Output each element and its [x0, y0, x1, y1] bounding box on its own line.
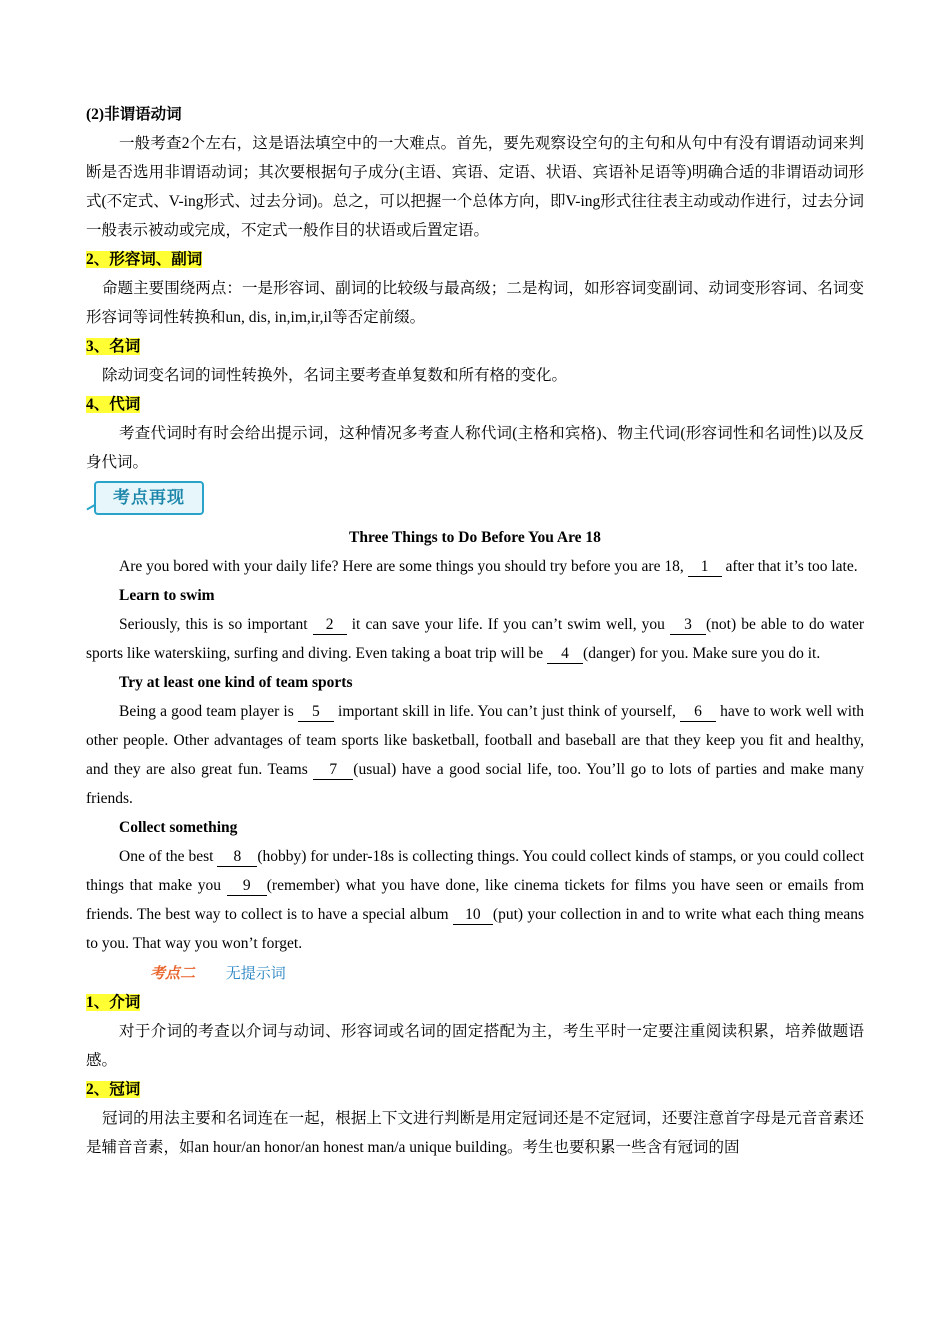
blank-2[interactable]: 2 [313, 616, 347, 635]
blank-6[interactable]: 6 [680, 703, 716, 722]
point-two-number: 考点二 [150, 964, 196, 982]
point-two-header [150, 958, 864, 988]
subheading-team-sports: Try at least one kind of team sports [119, 674, 353, 691]
noun-heading-text: 3、名词 [86, 338, 141, 355]
passage-title: Three Things to Do Before You Are 18 [349, 529, 601, 546]
adj-body: 命题主要围绕两点：一是形容词、副词的比较级与最高级；二是构词，如形容词变副词、动词变形容词、名词变形容词等词性转换和un, dis, in,im,ir,il等否定前缀。 [86, 280, 864, 326]
swim-text-c: (not) be able to do water sports like waterskiing, surfing and diving. Even taking a boat trip will be [86, 616, 864, 662]
collect-text-d: (put) your collection in and to write what each thing means to you. That way you won’t forget. [86, 906, 864, 952]
paragraph-team-sports [86, 697, 864, 813]
pron-body: 考查代词时有时会给出提示词，这种情况多考查人称代词(主格和宾格)、物主代词(形容词性和名词性)以及反身代词。 [86, 425, 864, 471]
collect-text-b: (hobby) for under-18s is collecting things. You could collect kinds of stamps, or you could collect things that make you [86, 848, 865, 894]
review-badge: 考点再现 [94, 481, 204, 515]
intro-text-b: after that it’s too late. [725, 558, 858, 575]
adj-heading [86, 245, 864, 274]
subheading-swim: Learn to swim [119, 587, 215, 604]
team-text-a: Being a good team player is [119, 703, 294, 720]
blank-1[interactable]: 1 [688, 558, 722, 577]
document-page [86, 100, 864, 1162]
article-heading-text: 2、冠词 [86, 1081, 141, 1098]
team-text-d: (usual) have a good social life, too. You’ll go to lots of parties and make many friends. [86, 761, 865, 807]
article-body: 冠词的用法主要和名词连在一起，根据上下文进行判断是用定冠词还是不定冠词，还要注意首字母是元音音素还是辅音音素，如an hour/an honor/an honest man/a unique building。考生也要积累一些含有冠词的固 [86, 1110, 864, 1156]
article-heading [86, 1075, 864, 1104]
blank-4[interactable]: 4 [547, 645, 583, 664]
prep-heading-text: 1、介词 [86, 994, 141, 1011]
pron-heading-text: 4、代词 [86, 396, 141, 413]
blank-3[interactable]: 3 [670, 616, 706, 635]
noun-body: 除动词变名词的词性转换外，名词主要考查单复数和所有格的变化。 [102, 367, 568, 384]
blank-7[interactable]: 7 [313, 761, 353, 780]
adj-heading-text: 2、形容词、副词 [86, 251, 203, 268]
pron-heading [86, 390, 864, 419]
blank-8[interactable]: 8 [217, 848, 257, 867]
swim-text-a: Seriously, this is so important [119, 616, 308, 633]
paragraph-collect [86, 842, 864, 958]
nonfinite-heading: (2)非谓语动词 [86, 106, 182, 123]
passage-intro [86, 552, 864, 581]
swim-text-d: (danger) for you. Make sure you do it. [583, 645, 821, 662]
blank-9[interactable]: 9 [227, 877, 267, 896]
point-two-title: 无提示词 [225, 964, 286, 982]
paragraph-swim [86, 610, 864, 668]
nonfinite-body: 一般考查2个左右，这是语法填空中的一大难点。首先，要先观察设空句的主句和从句中有没有谓语动词来判断是否选用非谓语动词；其次要根据句子成分(主语、宾语、定语、状语、宾语补足语等)明确合适的非谓语动词形式(不定式、V-ing形式、过去分词)。总之，可以把握一个总体方向，即V-ing形式往往表主动或动作进行，过去分词一般表示被动或完成，不定式一般作目的状语或后置定语。 [86, 135, 864, 239]
blank-10[interactable]: 10 [453, 906, 493, 925]
noun-heading [86, 332, 864, 361]
prep-heading [86, 988, 864, 1017]
collect-text-a: One of the best [119, 848, 214, 865]
swim-text-b: it can save your life. If you can’t swim well, you [351, 616, 665, 633]
intro-text-a: Are you bored with your daily life? Here are some things you should try before you are 18, [119, 558, 684, 575]
prep-body: 对于介词的考查以介词与动词、形容词或名词的固定搭配为主，考生平时一定要注重阅读积累，培养做题语感。 [86, 1023, 864, 1069]
collect-text-c: (remember) what you have done, like cinema tickets for films you have seen or emails from friends. The best way to collect is to have a special album [86, 877, 864, 923]
subheading-collect: Collect something [119, 819, 238, 836]
team-text-b: important skill in life. You can’t just think of yourself, [338, 703, 676, 720]
blank-5[interactable]: 5 [298, 703, 334, 722]
team-text-c: have to work well with other people. Other advantages of team sports like basketball, football and baseball are that they keep you fit and healthy, and they are also great fun. Teams [86, 703, 865, 778]
review-badge-area [86, 477, 864, 523]
